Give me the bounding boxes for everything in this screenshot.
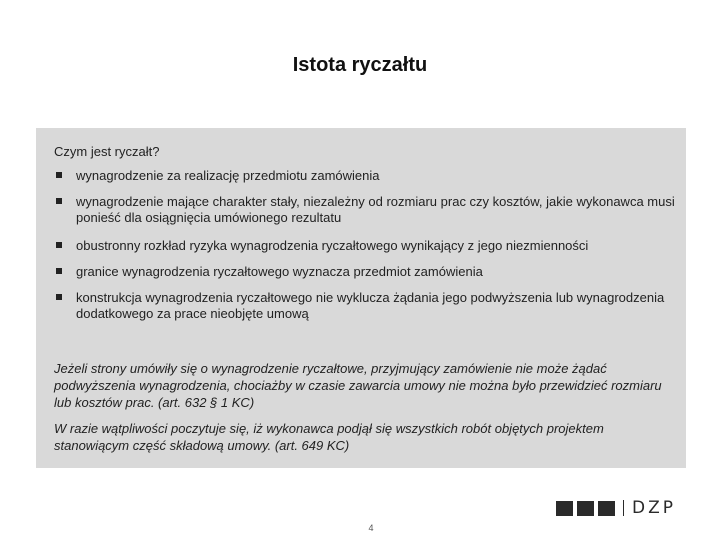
logo-divider [623, 500, 624, 516]
bullet-text: konstrukcja wynagrodzenia ryczałtowego nie wyklucza żądania jego podwyższenia lub wynagrodzenia dodatkowego za prace nieobjęte umową [76, 290, 665, 321]
list-item [54, 168, 676, 184]
bullet-list [54, 168, 676, 332]
question-text: Czym jest ryczałt? [54, 144, 160, 159]
bullet-text: obustronny rozkład ryzyka wynagrodzenia ryczałtowego wynikający z jego niezmienności [76, 238, 589, 253]
logo-text: DZP [632, 498, 676, 518]
square-bullet-icon [56, 198, 62, 204]
bullet-text: granice wynagrodzenia ryczałtowego wyznacza przedmiot zamówienia [76, 264, 483, 279]
legal-note: W razie wątpliwości poczytuje się, iż wykonawca podjął się wszystkich robót objętych projektem stanowiącym część składową umowy. (art. 649 KC) [54, 421, 604, 453]
legal-notes [54, 360, 676, 463]
page-number: 4 [368, 523, 374, 533]
bullet-text: wynagrodzenie mające charakter stały, niezależny od rozmiaru prac czy kosztów, jakie wykonawca musi ponieść dla osiągnięcia umówionego rezultatu [76, 194, 675, 225]
content-box [36, 128, 686, 468]
legal-note: Jeżeli strony umówiły się o wynagrodzenie ryczałtowe, przyjmujący zamówienie nie może żądać podwyższenia wynagrodzenia, chociażby w czasie zawarcia umowy nie można było przewidzieć rozmiaru lub kosztów prac. (art. 632 § 1 KC) [54, 361, 662, 410]
bullet-text: wynagrodzenie za realizację przedmiotu zamówienia [76, 168, 380, 183]
logo-square-icon [556, 501, 573, 516]
square-bullet-icon [56, 268, 62, 274]
slide-title: Istota ryczałtu [292, 54, 428, 76]
square-bullet-icon [56, 242, 62, 248]
logo-square-icon [577, 501, 594, 516]
dzp-logo [556, 500, 676, 516]
list-item [54, 264, 676, 280]
list-item [54, 290, 676, 322]
square-bullet-icon [56, 294, 62, 300]
square-bullet-icon [56, 172, 62, 178]
logo-square-icon [598, 501, 615, 516]
list-item [54, 194, 676, 226]
list-item [54, 238, 676, 254]
